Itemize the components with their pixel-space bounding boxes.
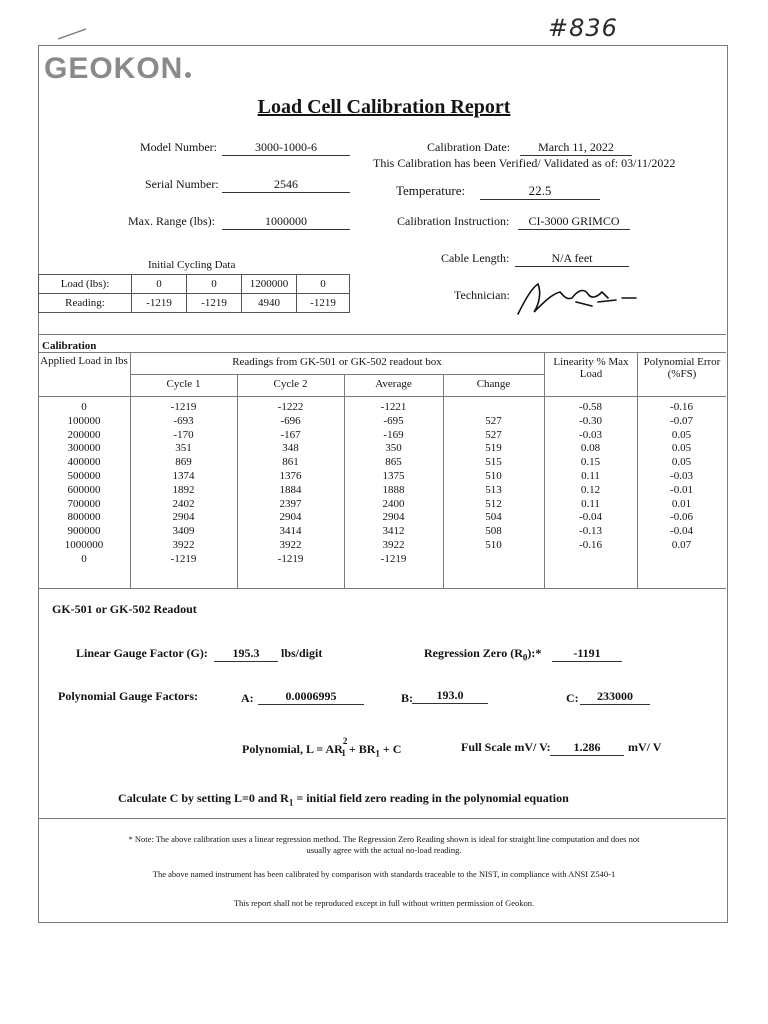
cal-cell-average: -169 bbox=[383, 428, 404, 441]
cycling-load-cell: 1200000 bbox=[242, 275, 297, 294]
cal-cell-change: 519 bbox=[485, 442, 502, 455]
readings-header: Readings from GK-501 or GK-502 readout box bbox=[232, 356, 442, 368]
note-line-2: usually agree with the actual no-load reading. bbox=[306, 845, 462, 855]
cal-cell-cycle1: 1374 bbox=[172, 469, 195, 482]
cal-cell-poly-error bbox=[637, 553, 726, 567]
cal-cell-linearity: 0.08 bbox=[580, 442, 601, 455]
applied-load-header: Applied Load in lbs bbox=[40, 355, 128, 367]
b-label: B: bbox=[401, 691, 413, 705]
cal-cell-average: 2904 bbox=[382, 511, 405, 524]
cal-cell-poly-error: 0.05 bbox=[671, 442, 692, 455]
reproduction-notice: This report shall not be reproduced except in full without written permission of Geokon. bbox=[233, 898, 535, 908]
polynomial-formula: Polynomial, $L = AR^2_1 + BR_1 + C$ bbox=[242, 736, 402, 759]
fullscale-unit: mV/ V bbox=[628, 740, 662, 754]
cal-cell-cycle2: -1219 bbox=[277, 552, 304, 565]
cal-cell-average: 3412 bbox=[382, 525, 405, 538]
cal-cell-cycle1: -693 bbox=[173, 414, 194, 427]
a-value: 0.0006995 bbox=[258, 689, 364, 705]
table-bottom-border bbox=[38, 588, 726, 589]
cal-cell-change bbox=[443, 553, 544, 567]
model-value: 3000-1000-6 bbox=[222, 140, 350, 156]
cal-cell-cycle1: -1219 bbox=[170, 401, 197, 413]
cal-cell-cycle1: -1219 bbox=[170, 552, 197, 565]
cal-cell-applied: 700000 bbox=[67, 497, 101, 510]
calc-c-instruction: Calculate C by setting L=0 and $R_1$ = initial field zero reading in the polynomial equation bbox=[118, 791, 569, 808]
cal-cell-cycle1: 3409 bbox=[172, 525, 195, 538]
change-column bbox=[443, 401, 544, 567]
cal-cell-cycle1: 351 bbox=[175, 442, 192, 455]
cal-cell-cycle1: -170 bbox=[173, 428, 194, 441]
cal-cell-cycle1: 869 bbox=[175, 456, 192, 469]
cal-cell-average: -1219 bbox=[380, 552, 407, 565]
serial-label: Serial Number: bbox=[145, 177, 219, 191]
cal-cell-linearity: -0.13 bbox=[579, 525, 602, 538]
page-title: Load Cell Calibration Report bbox=[257, 96, 511, 118]
cal-cell-poly-error: 0.07 bbox=[671, 538, 692, 551]
cal-cell-linearity: -0.30 bbox=[579, 414, 602, 427]
cycling-title: Initial Cycling Data bbox=[148, 259, 236, 271]
cal-cell-poly-error: 0.05 bbox=[671, 428, 692, 441]
cycle2-column bbox=[237, 401, 344, 567]
cal-cell-average: 2400 bbox=[382, 497, 405, 510]
cal-cell-applied: 300000 bbox=[67, 442, 101, 455]
cal-cell-average: 1375 bbox=[382, 469, 405, 482]
cal-cell-change: 510 bbox=[485, 538, 502, 551]
cal-cell-change: 504 bbox=[485, 511, 502, 524]
fullscale-value: 1.286 bbox=[550, 740, 624, 756]
notes-divider bbox=[38, 818, 726, 819]
range-label: Max. Range (lbs): bbox=[128, 214, 215, 228]
cal-cell-cycle2: 861 bbox=[282, 456, 299, 469]
average-column bbox=[344, 401, 443, 567]
cal-cell-cycle1: 2402 bbox=[172, 497, 195, 510]
cal-cell-linearity: 0.11 bbox=[581, 497, 600, 510]
c-label: C: bbox=[566, 691, 579, 705]
linearity-column bbox=[544, 401, 637, 567]
tech-label: Technician: bbox=[454, 288, 510, 302]
cal-cell-cycle2: 2904 bbox=[279, 511, 302, 524]
gauge-factor-value: 195.3 bbox=[214, 646, 278, 662]
cal-cell-average: 350 bbox=[385, 442, 402, 455]
cal-cell-linearity: -0.04 bbox=[579, 511, 602, 524]
cal-cell-cycle1: 1892 bbox=[172, 483, 195, 496]
cycling-load-cell: 0 bbox=[297, 275, 350, 294]
regression-label: Regression Zero $(R_0):*$ bbox=[424, 646, 542, 663]
instr-value: CI-3000 GRIMCO bbox=[518, 214, 630, 230]
gauge-factor-label: Linear Gauge Factor (G): bbox=[76, 646, 208, 660]
cal-cell-cycle1: 3922 bbox=[172, 538, 195, 551]
geokon-logo: GEOKON bbox=[44, 52, 191, 86]
cycling-load-row bbox=[39, 275, 350, 294]
cycling-reading-label: Reading: bbox=[39, 294, 132, 313]
cal-cell-applied: 0 bbox=[81, 552, 87, 565]
cal-cell-cycle2: 3414 bbox=[279, 525, 302, 538]
cal-cell-applied: 500000 bbox=[67, 469, 101, 482]
cal-cell-change: 510 bbox=[485, 469, 502, 482]
c-value: 233000 bbox=[580, 689, 650, 705]
cal-cell-linearity: -0.58 bbox=[579, 401, 602, 413]
cal-cell-poly-error: 0.05 bbox=[671, 456, 692, 469]
cal-cell-cycle1: 2904 bbox=[172, 511, 195, 524]
cycling-table bbox=[38, 274, 350, 313]
cal-cell-cycle2: -696 bbox=[280, 414, 301, 427]
cal-cell-average: 3922 bbox=[382, 538, 405, 551]
cycling-load-cell: 0 bbox=[132, 275, 187, 294]
cal-cell-poly-error: -0.01 bbox=[670, 483, 693, 496]
cal-cell-linearity: -0.16 bbox=[579, 538, 602, 551]
average-header: Average bbox=[375, 378, 412, 390]
cal-cell-applied: 1000000 bbox=[64, 538, 104, 551]
section-divider bbox=[38, 334, 726, 335]
instr-label: Calibration Instruction: bbox=[397, 214, 510, 228]
change-header: Change bbox=[476, 378, 511, 390]
verified-text: This Calibration has been Verified/ Validated as of: 03/11/2022 bbox=[373, 156, 676, 170]
cal-cell-average: -695 bbox=[383, 414, 404, 427]
gauge-factor-unit: lbs/digit bbox=[281, 646, 323, 660]
cal-cell-linearity: 0.15 bbox=[580, 456, 601, 469]
cal-cell-applied: 100000 bbox=[67, 414, 101, 427]
subheader-line bbox=[130, 374, 544, 375]
cal-cell-poly-error: -0.16 bbox=[670, 401, 693, 413]
cal-cell-applied: 800000 bbox=[67, 511, 101, 524]
cal-cell-change: 527 bbox=[485, 428, 502, 441]
cal-cell-cycle2: 2397 bbox=[279, 497, 302, 510]
cal-cell-linearity bbox=[544, 553, 637, 567]
cal-date-value: March 11, 2022 bbox=[520, 140, 632, 156]
a-label: A: bbox=[241, 691, 254, 705]
cal-cell-applied: 900000 bbox=[67, 525, 101, 538]
fullscale-label: Full Scale mV/ V: bbox=[461, 740, 551, 754]
poly-factors-label: Polynomial Gauge Factors: bbox=[58, 689, 198, 703]
cycle1-header: Cycle 1 bbox=[166, 378, 201, 390]
range-value: 1000000 bbox=[222, 214, 350, 230]
readout-title: GK-501 or GK-502 Readout bbox=[52, 602, 197, 616]
b-value: 193.0 bbox=[412, 688, 488, 704]
model-label: Model Number: bbox=[140, 140, 217, 154]
table-top-border bbox=[38, 352, 726, 353]
cal-cell-linearity: -0.03 bbox=[579, 428, 602, 441]
temp-value: 22.5 bbox=[480, 183, 600, 200]
cal-cell-change: 527 bbox=[485, 414, 502, 427]
cal-cell-applied: 400000 bbox=[67, 456, 101, 469]
cycle1-column bbox=[130, 401, 237, 567]
cal-cell-change: 515 bbox=[485, 456, 502, 469]
header-bottom-border bbox=[38, 396, 726, 397]
cal-cell-cycle2: -167 bbox=[280, 428, 301, 441]
cal-cell-change: 513 bbox=[485, 483, 502, 496]
cal-cell-poly-error: -0.06 bbox=[670, 511, 693, 524]
cal-cell-applied: 0 bbox=[81, 401, 87, 413]
note-line-1: * Note: The above calibration uses a linear regression method. The Regression Zero Reading shown is ideal for straight line computation and does not bbox=[128, 834, 640, 844]
cycling-load-label: Load (lbs): bbox=[39, 275, 132, 294]
cal-cell-poly-error: 0.01 bbox=[671, 497, 692, 510]
cal-cell-cycle2: 3922 bbox=[279, 538, 302, 551]
cal-cell-cycle2: 1376 bbox=[279, 469, 302, 482]
cable-value: N/A feet bbox=[515, 251, 629, 267]
applied-column bbox=[40, 401, 128, 567]
cal-date-label: Calibration Date: bbox=[427, 140, 510, 154]
handwritten-mark: #836 bbox=[548, 14, 618, 42]
serial-value: 2546 bbox=[222, 177, 350, 193]
cal-cell-average: 1888 bbox=[382, 483, 405, 496]
linearity-header: Linearity % Max Load bbox=[553, 356, 629, 380]
cal-cell-cycle2: -1222 bbox=[277, 401, 304, 413]
cal-cell-cycle2: 348 bbox=[282, 442, 299, 455]
cal-cell-change: 508 bbox=[485, 525, 502, 538]
cal-cell-linearity: 0.11 bbox=[581, 469, 600, 482]
pencil-stroke-icon bbox=[56, 26, 96, 42]
cycling-reading-cell: -1219 bbox=[132, 294, 187, 313]
cal-cell-change: 512 bbox=[485, 497, 502, 510]
cycling-reading-cell: -1219 bbox=[297, 294, 350, 313]
cycle2-header: Cycle 2 bbox=[273, 378, 308, 390]
cal-cell-linearity: 0.12 bbox=[580, 483, 601, 496]
cal-cell-poly-error: -0.07 bbox=[670, 414, 693, 427]
poly-error-column bbox=[637, 401, 726, 567]
cable-label: Cable Length: bbox=[441, 251, 510, 265]
cal-cell-poly-error: -0.03 bbox=[670, 469, 693, 482]
cal-cell-change bbox=[443, 401, 544, 415]
cal-cell-average: 865 bbox=[385, 456, 402, 469]
cycling-reading-row bbox=[39, 294, 350, 313]
nist-statement: The above named instrument has been calibrated by comparison with standards traceable to the NIST, in compliance with ANSI Z540-1 bbox=[152, 869, 616, 879]
cal-cell-poly-error: -0.04 bbox=[670, 525, 693, 538]
temp-label: Temperature: bbox=[396, 183, 466, 198]
poly-error-header: Polynomial Error (%FS) bbox=[643, 356, 721, 380]
calibration-label: Calibration bbox=[42, 340, 97, 352]
cycling-load-cell: 0 bbox=[187, 275, 242, 294]
cal-cell-applied: 600000 bbox=[67, 483, 101, 496]
cal-cell-applied: 200000 bbox=[67, 428, 101, 441]
cycling-reading-cell: -1219 bbox=[187, 294, 242, 313]
cycling-reading-cell: 4940 bbox=[242, 294, 297, 313]
cal-cell-cycle2: 1884 bbox=[279, 483, 302, 496]
regression-value: -1191 bbox=[552, 646, 622, 662]
technician-signature-icon bbox=[512, 276, 642, 320]
cal-cell-average: -1221 bbox=[380, 401, 407, 413]
